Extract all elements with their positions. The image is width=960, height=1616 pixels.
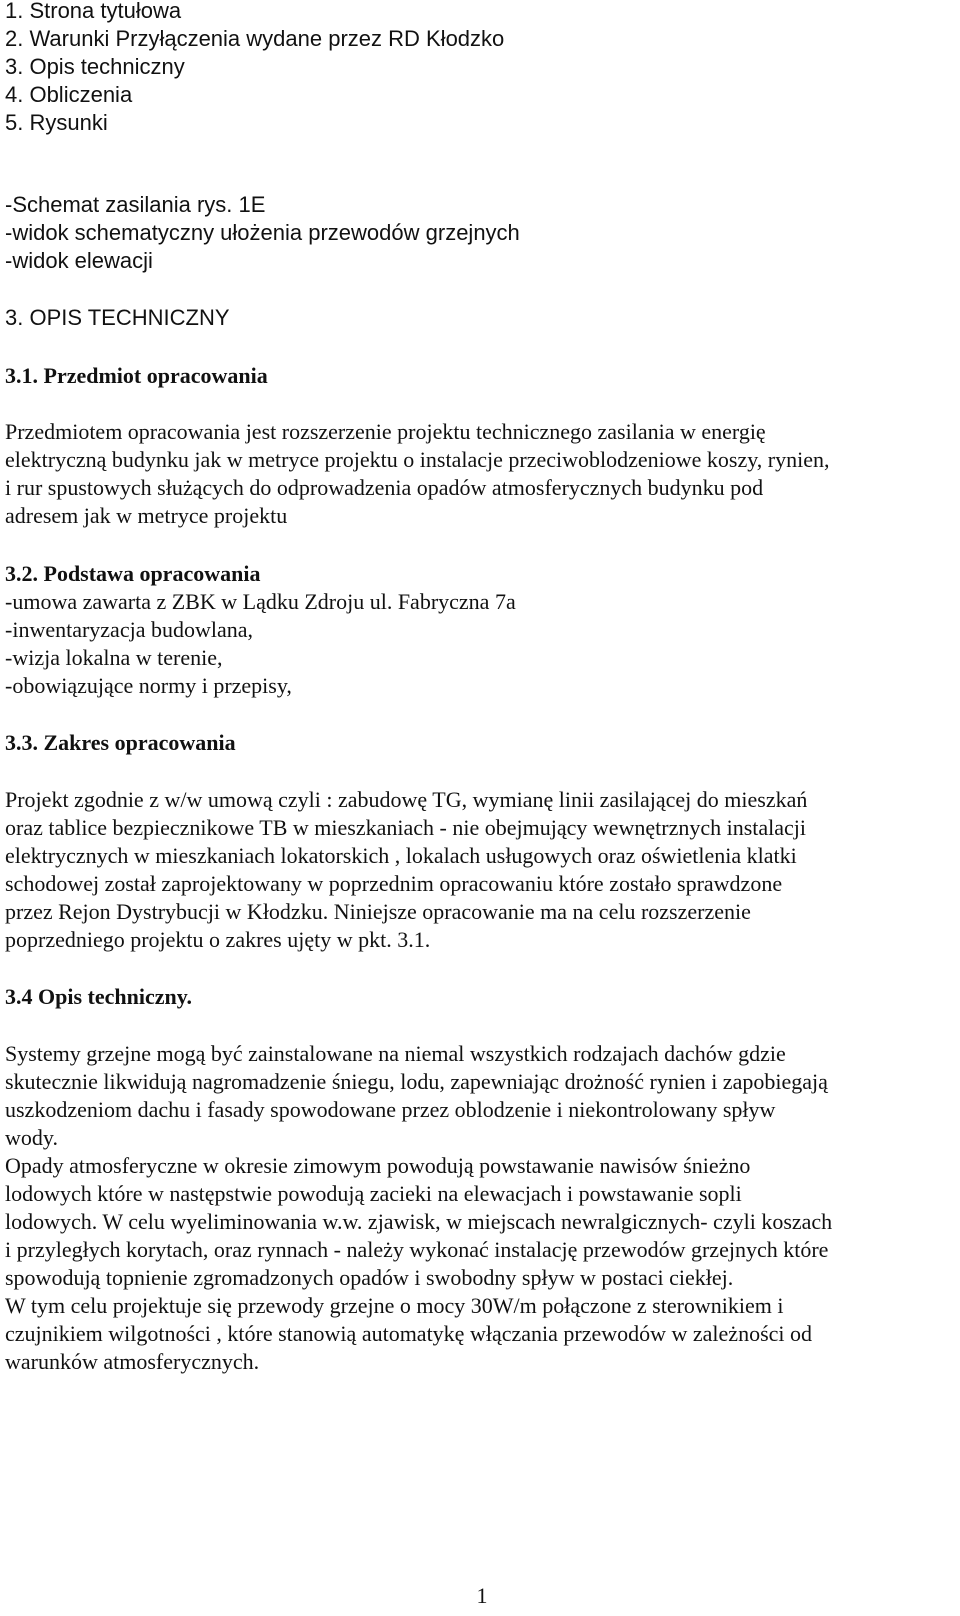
paragraph-line: lodowych które w następstwie powodują zacieki na elewacjach i powstawanie sopli — [5, 1181, 742, 1206]
paragraph-line: Opady atmosferyczne w okresie zimowym powodują powstawanie nawisów śnieżno — [5, 1153, 751, 1178]
toc-item: 3. Opis techniczny — [5, 54, 185, 79]
paragraph-line: W tym celu projektuje się przewody grzejne o mocy 30W/m połączone z sterownikiem i — [5, 1293, 784, 1318]
section-title: 3. OPIS TECHNICZNY — [5, 305, 230, 330]
drawing-item: -widok schematyczny ułożenia przewodów grzejnych — [5, 220, 520, 245]
heading-3-4: 3.4 Opis techniczny. — [5, 984, 193, 1009]
list-item: -obowiązujące normy i przepisy, — [5, 673, 292, 698]
page-number: 1 — [476, 1583, 488, 1608]
paragraph-line: adresem jak w metryce projektu — [5, 503, 288, 528]
drawing-item: -Schemat zasilania rys. 1E — [5, 192, 266, 217]
paragraph-line: czujnikiem wilgotności , które stanowią automatykę włączania przewodów w zależności od — [5, 1321, 813, 1346]
list-item: -umowa zawarta z ZBK w Lądku Zdroju ul. Fabryczna 7a — [5, 589, 516, 614]
paragraph-line: Systemy grzejne mogą być zainstalowane na niemal wszystkich rodzajach dachów gdzie — [5, 1041, 786, 1066]
paragraph-line: Projekt zgodnie z w/w umową czyli : zabudowę TG, wymianę linii zasilającej do mieszkań — [5, 787, 808, 812]
paragraph-line: elektryczną budynku jak w metryce projektu o instalacje przeciwoblodzeniowe koszy, rynien, — [5, 447, 830, 472]
heading-3-1: 3.1. Przedmiot opracowania — [5, 363, 268, 388]
paragraph-line: Przedmiotem opracowania jest rozszerzenie projektu technicznego zasilania w energię — [5, 419, 766, 444]
paragraph-line: poprzedniego projektu o zakres ujęty w pkt. 3.1. — [5, 927, 431, 952]
paragraph-line: skutecznie likwidują nagromadzenie śniegu, lodu, zapewniając drożność rynien i zapobiegają — [5, 1069, 828, 1094]
drawing-item: -widok elewacji — [5, 248, 153, 273]
paragraph-line: przez Rejon Dystrybucji w Kłodzku. Niniejsze opracowanie ma na celu rozszerzenie — [5, 899, 751, 924]
paragraph-line: oraz tablice bezpiecznikowe TB w mieszkaniach - nie obejmujący wewnętrznych instalacji — [5, 815, 807, 840]
paragraph-line: warunków atmosferycznych. — [5, 1349, 260, 1374]
list-item: -wizja lokalna w terenie, — [5, 645, 223, 670]
paragraph-line: i przyległych korytach, oraz rynnach - należy wykonać instalację przewodów grzejnych które — [5, 1237, 829, 1262]
toc-item: 4. Obliczenia — [5, 82, 133, 107]
paragraph-line: spowodują topnienie zgromadzonych opadów i swobodny spływ w postaci ciekłej. — [5, 1265, 734, 1290]
toc-item: 2. Warunki Przyłączenia wydane przez RD Kłodzko — [5, 26, 505, 51]
list-item: -inwentaryzacja budowlana, — [5, 617, 253, 642]
toc-item: 1. Strona tytułowa — [5, 0, 182, 23]
paragraph-line: i rur spustowych służących do odprowadzenia opadów atmosferycznych budynku pod — [5, 475, 764, 500]
heading-3-2: 3.2. Podstawa opracowania — [5, 561, 261, 586]
paragraph-line: elektrycznych w mieszkaniach lokatorskich , lokalach usługowych oraz oświetlenia klatki — [5, 843, 797, 868]
paragraph-line: lodowych. W celu wyeliminowania w.w. zjawisk, w miejscach newralgicznych- czyli koszach — [5, 1209, 833, 1234]
heading-3-3: 3.3. Zakres opracowania — [5, 730, 236, 755]
paragraph-line: schodowej został zaprojektowany w poprzednim opracowaniu które zostało sprawdzone — [5, 871, 783, 896]
toc-item: 5. Rysunki — [5, 110, 108, 135]
paragraph-line: uszkodzeniom dachu i fasady spowodowane przez oblodzenie i niekontrolowany spływ — [5, 1097, 776, 1122]
paragraph-line: wody. — [5, 1125, 58, 1150]
